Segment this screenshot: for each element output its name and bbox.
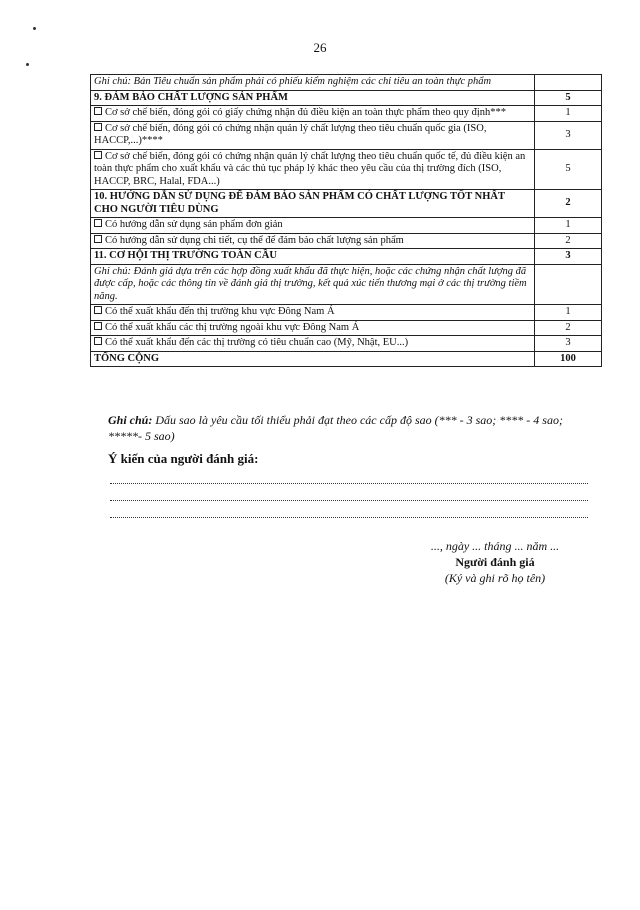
section-title: 10. HƯỚNG DẪN SỬ DỤNG ĐỂ ĐẢM BẢO SẢN PHẨM CÓ CHẤT LƯỢNG TỐT NHẤT CHO NGƯỜI TIÊU DÙNG	[91, 190, 535, 218]
scan-speck	[33, 27, 36, 30]
total-label: TỔNG CỘNG	[91, 351, 535, 367]
criterion-points: 3	[535, 121, 602, 149]
checkbox[interactable]	[94, 235, 102, 243]
table-row	[91, 336, 602, 352]
evaluator-opinion-label: Ý kiến của người đánh giá:	[108, 451, 259, 466]
table-row	[91, 106, 602, 122]
market-note: Ghi chú: Đánh giá dựa trên các hợp đồng xuất khẩu đã thực hiện, hoặc các chứng nhận chất lượng đã được cấp, hoặc các thông tin về đánh giá thị trường, kết quả xúc tiến thương mại ở các thị trường tiềm năng.	[91, 264, 535, 305]
checkbox[interactable]	[94, 123, 102, 131]
checkbox[interactable]	[94, 151, 102, 159]
criterion-text: Có hướng dẫn sử dụng sản phẩm đơn giản	[105, 219, 283, 230]
opinion-line-3[interactable]	[110, 516, 588, 518]
signature-instruction: (Ký và ghi rõ họ tên)	[444, 571, 546, 585]
table-row	[91, 320, 602, 336]
opinion-line-2[interactable]	[110, 499, 588, 501]
section-9-header	[91, 90, 602, 106]
checkbox[interactable]	[94, 107, 102, 115]
checkbox[interactable]	[94, 337, 102, 345]
criterion-points: 1	[535, 106, 602, 122]
date-line: ..., ngày ... tháng ... năm ...	[430, 539, 560, 553]
evaluator-title: Người đánh giá	[455, 555, 535, 569]
table-row	[91, 233, 602, 249]
checkbox[interactable]	[94, 322, 102, 330]
criterion-points: 5	[535, 149, 602, 190]
section-points: 3	[535, 249, 602, 265]
checkbox[interactable]	[94, 219, 102, 227]
section-10-header	[91, 190, 602, 218]
criterion-text: Có thể xuất khẩu các thị trường ngoài khu vực Đông Nam Á	[105, 321, 360, 333]
table-row	[91, 121, 602, 149]
total-points: 100	[535, 351, 602, 367]
signature-block	[390, 538, 600, 586]
criterion-points: 1	[535, 218, 602, 234]
criterion-text: Cơ sở chế biến, đóng gói có chứng nhận quản lý chất lượng theo tiêu chuẩn quốc gia (ISO, HACCP,...)****	[94, 122, 487, 146]
table-row	[91, 218, 602, 234]
opinion-line-1[interactable]	[110, 482, 588, 484]
criterion-points: 2	[535, 320, 602, 336]
section-points: 2	[535, 190, 602, 218]
scoring-table	[90, 74, 602, 367]
empty-points-cell	[535, 264, 602, 305]
section-11-header	[91, 249, 602, 265]
scan-speck	[26, 63, 29, 66]
criterion-text: Cơ sở chế biến, đóng gói có chứng nhận quản lý chất lượng theo tiêu chuẩn quốc tế, đủ điều kiện an toàn thực phẩm cho xuất khẩu và các thủ tục pháp lý khác theo yêu cầu của thị trường đích (ISO, HACCP, BRC, Halal, FDA...)	[94, 150, 526, 187]
criterion-text: Có hướng dẫn sử dụng chi tiết, cụ thể để đảm bảo chất lượng sản phẩm	[105, 234, 404, 246]
table-row	[91, 305, 602, 321]
criterion-points: 3	[535, 336, 602, 352]
footnote-label: Ghi chú:	[108, 413, 153, 427]
criterion-text: Có thể xuất khẩu đến thị trường khu vực Đông Nam Á	[105, 306, 335, 317]
footnote	[108, 412, 598, 444]
criterion-points: 1	[535, 305, 602, 321]
footnote-text: Dấu sao là yêu cầu tối thiểu phải đạt theo các cấp độ sao (*** - 3 sao; **** - 4 sao; *****- 5 sao)	[108, 413, 563, 443]
table-row	[91, 149, 602, 190]
section-points: 5	[535, 90, 602, 106]
criterion-text: Có thể xuất khẩu đến các thị trường có tiêu chuẩn cao (Mỹ, Nhật, EU...)	[105, 337, 409, 348]
page-number: 26	[313, 40, 327, 55]
note-row	[91, 75, 602, 91]
section-title: 11. CƠ HỘI THỊ TRƯỜNG TOÀN CẦU	[91, 249, 535, 265]
total-row	[91, 351, 602, 367]
note-points-cell	[535, 75, 602, 91]
criterion-text: Cơ sở chế biến, đóng gói có giấy chứng nhận đủ điều kiện an toàn thực phẩm theo quy định***	[105, 107, 506, 118]
criterion-points: 2	[535, 233, 602, 249]
checkbox[interactable]	[94, 306, 102, 314]
section-11-note-row	[91, 264, 602, 305]
section-title: 9. ĐẢM BẢO CHẤT LƯỢNG SẢN PHẨM	[91, 90, 535, 106]
food-safety-note: Ghi chú: Bản Tiêu chuẩn sản phẩm phải có phiếu kiểm nghiệm các chỉ tiêu an toàn thực phẩm	[91, 75, 535, 91]
